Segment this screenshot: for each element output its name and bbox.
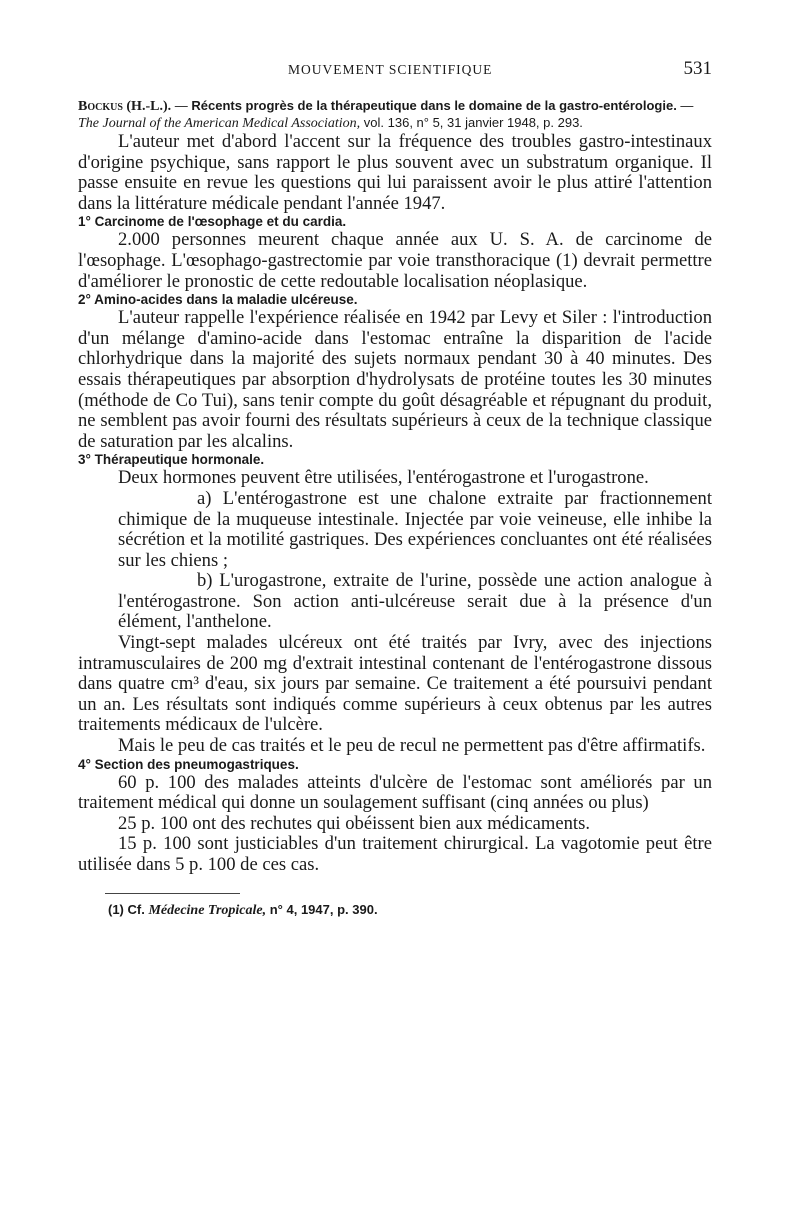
section-heading-1: 1° Carcinome de l'œsophage et du cardia. [78,214,347,230]
section-2-paragraph: L'auteur rappelle l'expérience réalisée en 1942 par Levy et Siler : l'introduction d'un mélange d'amino-acide dans l'estomac entraîne la disparition de l'acide chlorhydrique dans la majorité des sujets normaux pendant 30 à 40 minutes. Des essais thérapeutiques par absorption d'hydrolysats de protéine toutes les 30 minutes (méthode de Co Tui), sans tenir compte du goût désagréable et répugnant du produit, ne semblent pas avoir fourni des résultats supérieurs à ceux de la technique classique de saturation par les alcalins. [78,307,712,452]
section-heading-4: 4° Section des pneumogastriques. [78,756,299,772]
section-4-paragraph-1: 60 p. 100 des malades atteints d'ulcère de l'estomac sont améliorés par un traitement médical qui donne un soulagement suffisant (cinq années ou plus) [78,771,712,814]
section-3-item-b: b) L'urogastrone, extraite de l'urine, possède une action analogue à l'entérogastrone. Son action anti-ulcéreuse serait due à la présence d'un élément, l'anthelone. [118,570,712,633]
citation-details: vol. 136, n° 5, 31 janvier 1948, p. 293. [360,115,583,130]
footnote-details: n° 4, 1947, p. 390. [266,901,378,917]
footnote-prefix: (1) Cf. [108,901,149,917]
intro-paragraph: L'auteur met d'abord l'accent sur la fréquence des troubles gastro-intestinaux d'origine psychique, sans rapport le plus souvent avec un substratum organique. Il passe ensuite en revue les questions qui lui paraissent avoir le plus attiré l'attention dans la littérature médicale pendant l'année 1947. [78,131,712,214]
section-heading-2: 2° Amino-acides dans la maladie ulcéreuse. [78,292,358,308]
citation-dash-2: — [676,98,694,113]
page-number: 531 [683,58,712,79]
section-3-paragraph-1: Deux hormones peuvent être utilisées, l'entérogastrone et l'urogastrone. [118,467,649,489]
section-4-paragraph-3: 15 p. 100 sont justiciables d'un traitement chirurgical. La vagotomie peut être utilisée dans 5 p. 100 de ces cas. [78,833,712,875]
section-3-paragraph-2: Vingt-sept malades ulcéreux ont été traités par Ivry, avec des injections intramusculaires de 200 mg d'extrait intestinal contenant de l'entérogastrone dissous dans quatre cm³ d'eau, six jours par semaine. Ce traitement a été poursuivi pendant un an. Les résultats sont indiqués comme supérieurs à ceux obtenus par les autres traitements médicaux de l'ulcère. [78,632,712,736]
citation-title: Récents progrès de la thérapeutique dans le domaine de la gastro-entérologie. [191,98,677,113]
footnote [108,902,712,919]
footnote-divider [105,893,240,894]
citation-author: Bockus (H.-L.). [78,99,172,114]
section-3-paragraph-3: Mais le peu de cas traités et le peu de recul ne permettent pas d'être affirmatifs. [118,735,706,757]
running-title: MOUVEMENT SCIENTIFIQUE [288,62,493,77]
citation-dash: — [171,98,192,113]
bibliographic-citation [78,98,712,132]
running-head [78,58,712,86]
citation-journal: The Journal of the American Medical Association, [78,116,361,131]
section-1-paragraph: 2.000 personnes meurent chaque année aux U. S. A. de carcinome de l'œsophage. L'œsophago-gastrectomie par voie transthoracique (1) devrait permettre d'améliorer le pronostic de cette redoutable localisation néoplasique. [78,229,712,292]
section-3-item-a: a) L'entérogastrone est une chalone extraite par fractionnement chimique de la muqueuse intestinale. Injectée par voie veineuse, elle inhibe la sécrétion et la motilité gastriques. Des expériences concluantes ont été réalisées sur les chiens ; [118,487,712,571]
page [78,58,712,919]
section-heading-3: 3° Thérapeutique hormonale. [78,452,265,468]
section-4-paragraph-2: 25 p. 100 ont des rechutes qui obéissent bien aux médicaments. [118,812,590,834]
footnote-journal: Médecine Tropicale, [148,902,267,918]
